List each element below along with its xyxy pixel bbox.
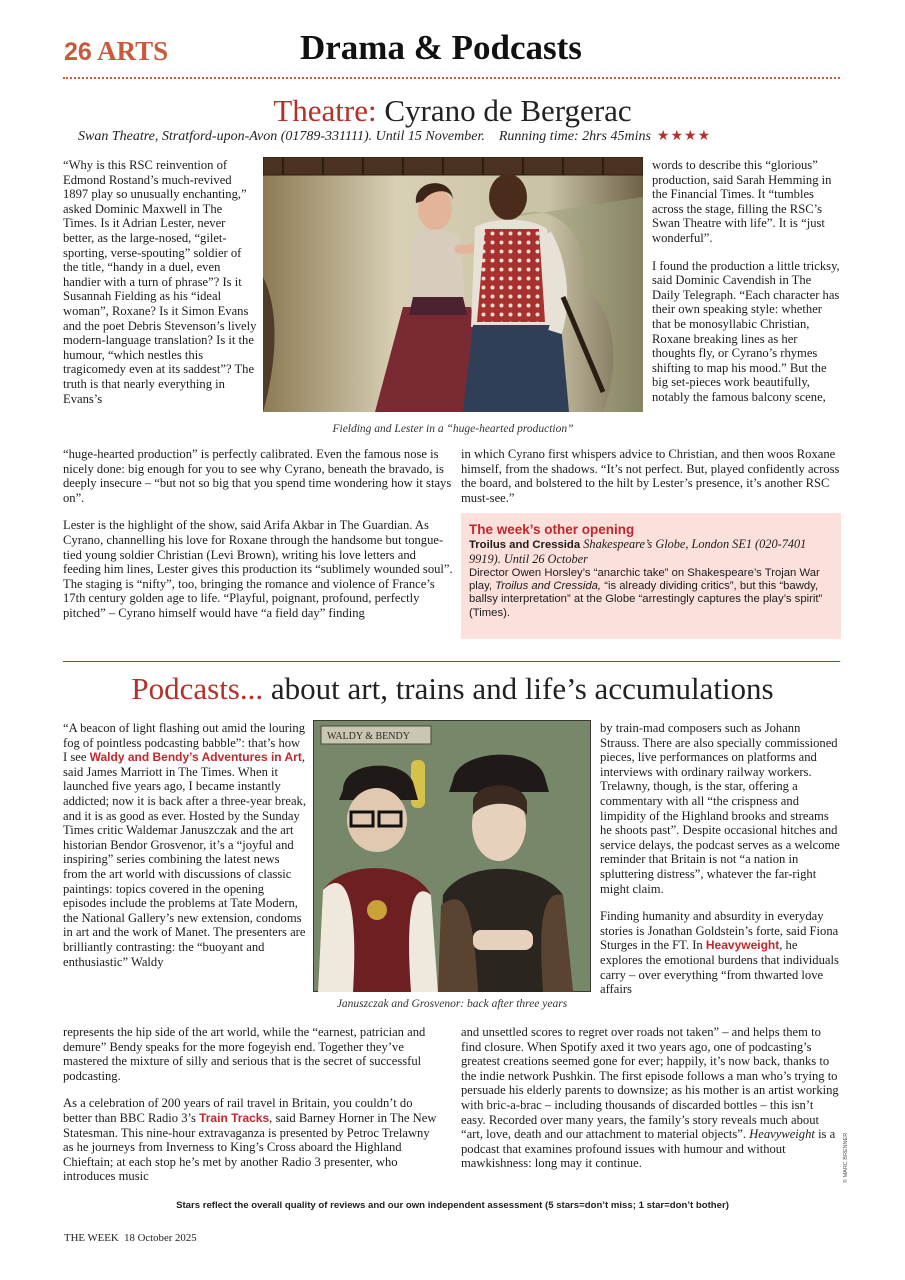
podcast-title-waldy-bendy: Waldy and Bendy’s Adventures in Art: [89, 750, 302, 765]
podcasts-wide-right: [461, 1025, 841, 1171]
issue-date: THE WEEK 18 October 2025: [64, 1232, 197, 1244]
podcasts-heading: [0, 671, 905, 707]
podcast-paragraph: Finding humanity and absurdity in everyday stories is Jonathan Goldstein’s forte, said Fiona Sturges in the FT. In Heavyweight, he explores the emotional burdens that individuals carry – over everything “from thwarted love affairs: [600, 909, 839, 997]
illustration-label: WALDY & BENDY: [327, 731, 410, 742]
other-opening-heading: The week’s other opening: [469, 522, 635, 537]
podcast-paragraph: represents the hip side of the art world, while the “earnest, patrician and demure” Bendy speaks for the more fogeyish end. Together they’ve mastered the mixture of silly and serious that is the secret of successful podcasting.: [63, 1025, 426, 1083]
other-opening-listing: [469, 538, 831, 567]
theatre-heading-prefix: Theatre:: [273, 93, 377, 128]
podcast-title-train-tracks: Train Tracks: [199, 1110, 270, 1125]
theatre-paragraph: Lester is the highlight of the show, said Arifa Akbar in The Guardian. As Cyrano, channelling his love for Roxane through the handsome but tongue-tied young soldier Christian (Levi Brown), writing his love letters and feeding him lines, Lester gives this production its “sublimely wounded soul”. The staging is “nifty”, too, bringing the romance and violence of France’s 17th century golden age to life. “Playful, poignant, profound, perfectly pitched” – Cyrano himself would have “a field day” finding: [63, 518, 453, 620]
theatre-info: [78, 128, 711, 145]
other-opening-title: Troilus and Cressida: [469, 539, 581, 552]
podcasts-heading-prefix: Podcasts...: [131, 671, 264, 706]
theatre-paragraph: I found the production a little tricksy, said Dominic Cavendish in The Daily Telegraph. “Each character has their own speaking style: whether that be monosyllabic Christian, Roxane breaking lines as her thoughts fly, or Cyrano’s rhymes shifting to map his mood.” But the big set-pieces work beautifully, notably the famous balcony scene,: [652, 258, 840, 404]
theatre-left-column: [63, 158, 258, 406]
podcast-illustration-caption: Januszczak and Grosvenor: back after three years: [336, 998, 568, 1010]
other-opening-venue: Shakespeare’s Globe, London SE1 (020-7401 9919). Until 26 October: [469, 537, 807, 566]
podcast-paragraph: “A beacon of light flashing out amid the louring fog of pointless podcasting babble”: that’s how I see Waldy and Bendy’s Adventures in Art, said James Marriott in The Times. When it launched five years ago, I became instantly addicted; now it is back after a three-year break, and it is as good as ever. Hosted by the Sunday Times critic Waldemar Januszczak and the art historian Bendor Grosvenor, it’s a “joyful and inspiring” series combining the latest news from the art world with discussions of classic paintings: topics covered in the opening episodes include the problems at Tate Modern, the National Gallery’s new extension, condoms in art and the work of Manet. The presenters are brilliantly contrasting: the “buoyant and enthusiastic” Waldy: [63, 721, 307, 969]
podcasts-right-column: [600, 721, 842, 997]
page-title: Drama & Podcasts: [300, 28, 582, 67]
other-opening-text: Director Owen Horsley’s “anarchic take” on Shakespeare’s Trojan War play, Troilus and Cressida, “is already dividing critics”, but this “bawdy, ballsy interpretation” at the Globe “arrestingly captures the play’s spirit” (Times).: [469, 566, 823, 619]
star-rating-note: Stars reflect the overall quality of reviews and our own independent assessment (5 stars=don’t miss; 1 star=don’t bother): [176, 1200, 729, 1211]
theatre-paragraph: words to describe this “glorious” production, said Sarah Hemming in the Financial Times. It “tumbles across the stage, filling the RSC’s Swan Theatre with life”. It is “just wonderful”.: [652, 158, 832, 245]
photo-credit: © MARC BRENNER: [843, 1132, 849, 1183]
podcasts-left-column: [63, 721, 306, 969]
podcasts-heading-title: about art, trains and life’s accumulations: [270, 671, 774, 706]
podcast-title-heavyweight: Heavyweight: [705, 938, 780, 953]
theatre-photo-caption: Fielding and Lester in a “huge-hearted production”: [332, 423, 574, 435]
theatre-paragraph: “Why is this RSC reinvention of Edmond Rostand’s much-revived 1897 play so unusually enchanting,” asked Dominic Maxwell in The Times. Is it Adrian Lester, never better, as the large-nosed, “gilet-sporting, verse-spouting” soldier of the title, “handy in a duel, even handier with a turn of phrase”? Is it Susannah Fielding as his “ideal woman”, Roxane? Is it Simon Evans and the poet Debris Stevenson’s lively modern-language translation? Is it the humour, “which nestles this tragicomedy even at its saddest”? The truth is that nearly everything in Evans’s: [63, 158, 257, 406]
theatre-photo: [263, 157, 643, 412]
header-divider: [63, 77, 840, 79]
section-label: ARTS: [97, 36, 169, 66]
theatre-right-column: [652, 158, 842, 405]
theatre-paragraph: “huge-hearted production” is perfectly calibrated. Even the famous nose is nicely done: big enough for you to see why Cyrano, beneath the bravado, is deeply insecure – “but not so big that you spend time wondering how it stays on”.: [63, 447, 452, 505]
section-divider: [63, 661, 840, 662]
podcast-paragraph: and unsettled scores to regret over roads not taken” – and helps them to find closure. When Spotify axed it two years ago, one of podcasting’s greatest creations seemed gone for ever; happily, it’s now back, thanks to the indie network Pushkin. The first episode follows a man who’s trying to persuade his elderly parents to downsize; as his mother is an artist working with bric-a-brac – including thousands of discarded bottles – this isn’t easy. Recorded over many years, the family’s story reveals much about “art, love, death and our attachment to material objects”. Heavyweight is a podcast that examines profound issues with humour and without mawkishness: long may it continue.: [461, 1025, 839, 1171]
theatre-heading: [0, 93, 905, 129]
theatre-venue-info: Swan Theatre, Stratford-upon-Avon (01789-331111). Until 15 November. Running time: 2hrs 45mins: [78, 129, 651, 144]
podcast-paragraph: As a celebration of 200 years of rail travel in Britain, you couldn’t do better than BBC Radio 3’s Train Tracks, said Barney Horner in The New Statesman. This nine-hour extravaganza is presented by Petroc Trelawny as he journeys from Inverness to King’s Cross aboard the Highland Chieftain; at each stop he’s met by another Radio 3 presenter, who introduces music: [63, 1096, 437, 1184]
theatre-stage-image: [263, 157, 643, 412]
page-number: 26 ARTS: [64, 36, 169, 66]
podcast-paragraph: by train-mad composers such as Johann Strauss. There are also specially commissioned pieces, live performances on platforms and interviews with ordinary railway workers. Trelawny, though, is the star, offering a commentary with all “the crispness and limpidity of the Highland brooks and streams he shoots past”. Despite occasional hitches and service delays, the podcast serves as a welcome reminder that Britain is not “a nation in spluttering distress”, whatever the far-right might claim.: [600, 721, 840, 896]
theatre-wide-right: [461, 447, 843, 505]
star-rating: ★★★★: [656, 129, 712, 144]
podcast-illustration: [313, 720, 591, 992]
other-opening-box: [461, 513, 841, 639]
podcast-illustration-image: [313, 720, 591, 992]
theatre-wide-left: [63, 447, 453, 621]
theatre-paragraph: in which Cyrano first whispers advice to Christian, and then woos Roxane himself, from the shadows. “It’s not perfect. But, played confidently across the board, and bolstered to the hilt by Lester’s presence, it’s another RSC must-see.”: [461, 447, 840, 505]
podcasts-wide-left: [63, 1025, 443, 1184]
theatre-heading-title: Cyrano de Bergerac: [384, 93, 632, 128]
